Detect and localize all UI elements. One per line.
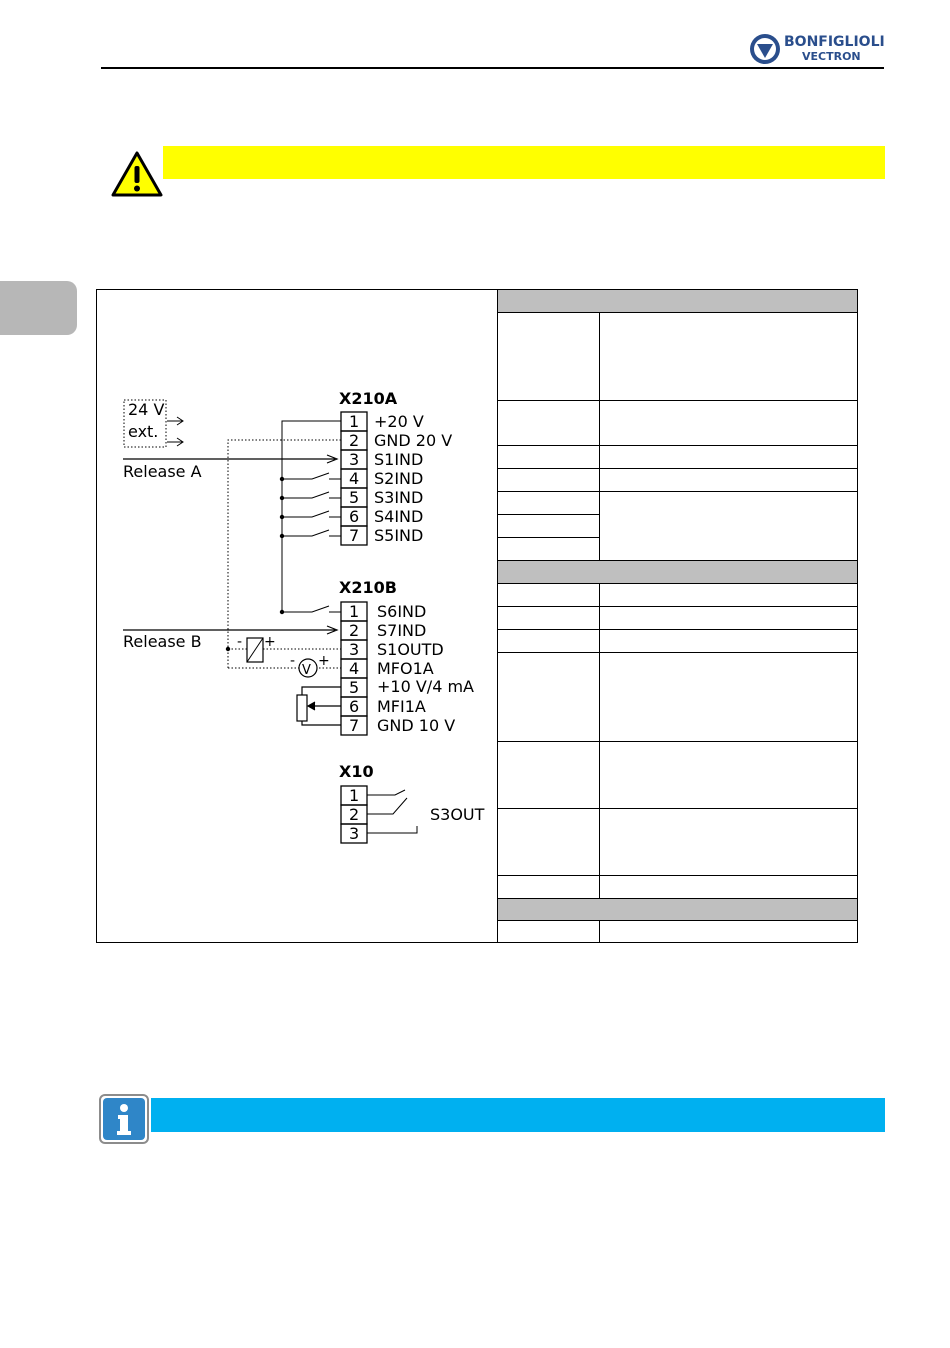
coil-minus: - <box>237 634 243 650</box>
table-row <box>498 629 857 652</box>
x210a-terminal-number: 3 <box>349 450 360 469</box>
x210a-terminal-number: 6 <box>349 507 360 526</box>
table-row <box>498 400 857 445</box>
brand-name: BONFIGLIOLI <box>784 34 885 50</box>
x10-terminal-number: 1 <box>349 786 360 805</box>
x210b-terminal-label: MFO1A <box>377 659 434 678</box>
potentiometer-icon <box>297 687 341 725</box>
x210a-terminal-number: 1 <box>349 412 360 431</box>
chapter-side-tab <box>0 281 77 335</box>
table-group-header <box>498 898 857 920</box>
info-icon <box>98 1093 150 1145</box>
x210b-terminal-label: S1OUTD <box>377 640 444 659</box>
x210a-terminal-label: S2IND <box>374 469 424 488</box>
x10-terminal-number: 3 <box>349 824 360 843</box>
x210b-terminal-label: +10 V/4 mA <box>377 677 474 696</box>
table-group-header <box>498 290 857 312</box>
meter-minus: - <box>290 653 296 669</box>
table-row <box>498 491 857 514</box>
x210a-terminal-label: S4IND <box>374 507 424 526</box>
x210a-terminal-number: 5 <box>349 488 360 507</box>
supply-label-24v: 24 V <box>128 400 165 419</box>
table-row <box>498 445 857 468</box>
x210b-terminal-number: 7 <box>349 716 360 735</box>
x210b-terminal-number: 1 <box>349 602 360 621</box>
table-row <box>498 741 857 808</box>
coil-plus: + <box>264 634 276 650</box>
x210b-terminal-label: GND 10 V <box>377 716 456 735</box>
x210a-terminal-number: 2 <box>349 431 360 450</box>
s3out-label: S3OUT <box>430 805 485 824</box>
x210b-terminal-number: 2 <box>349 621 360 640</box>
signal-table <box>498 290 857 942</box>
table-row <box>498 468 857 491</box>
table-row <box>498 537 600 560</box>
table-row <box>498 808 857 875</box>
x210a-title: X210A <box>339 389 398 408</box>
x210a-terminal-number: 4 <box>349 469 360 488</box>
table-row <box>498 312 857 400</box>
x10-title: X10 <box>339 762 374 781</box>
table-row <box>498 514 600 537</box>
x210b-terminal-label: S6IND <box>377 602 427 621</box>
x210a-terminal-label: GND 20 V <box>374 431 453 450</box>
voltmeter-symbol: V <box>302 663 311 678</box>
table-row <box>498 583 857 606</box>
table-group-header <box>498 560 857 583</box>
release-a-label: Release A <box>123 462 202 481</box>
info-bar <box>151 1098 885 1132</box>
table-row <box>498 652 857 741</box>
warning-bar <box>163 146 885 179</box>
x210b-title: X210B <box>339 578 397 597</box>
table-row <box>498 920 857 942</box>
warning-triangle-icon <box>110 150 164 198</box>
x210b-terminal-number: 5 <box>349 678 360 697</box>
relay-contact-icon <box>367 790 417 833</box>
x210b-terminal-label: S7IND <box>377 621 427 640</box>
x210b-terminal-label: MFI1A <box>377 697 426 716</box>
x210a-terminal-label: S3IND <box>374 488 424 507</box>
brand-subname: VECTRON <box>802 50 861 63</box>
meter-plus: + <box>318 653 330 669</box>
x210a-terminal-label: +20 V <box>374 412 424 431</box>
table-row <box>498 875 857 898</box>
supply-label-ext: ext. <box>128 422 159 441</box>
x210b-terminal-number: 3 <box>349 640 360 659</box>
x10-terminal-number: 2 <box>349 805 360 824</box>
x210a-terminal-number: 7 <box>349 526 360 545</box>
x210a-terminal-label: S1IND <box>374 450 424 469</box>
x210a-terminal-label: S5IND <box>374 526 424 545</box>
brand-logo <box>748 32 888 68</box>
x210b-terminal-number: 6 <box>349 697 360 716</box>
release-b-label: Release B <box>123 632 202 651</box>
wiring-diagram <box>97 290 498 942</box>
logo-mark-icon <box>748 32 782 66</box>
table-row <box>498 606 857 629</box>
x210b-terminal-number: 4 <box>349 659 360 678</box>
